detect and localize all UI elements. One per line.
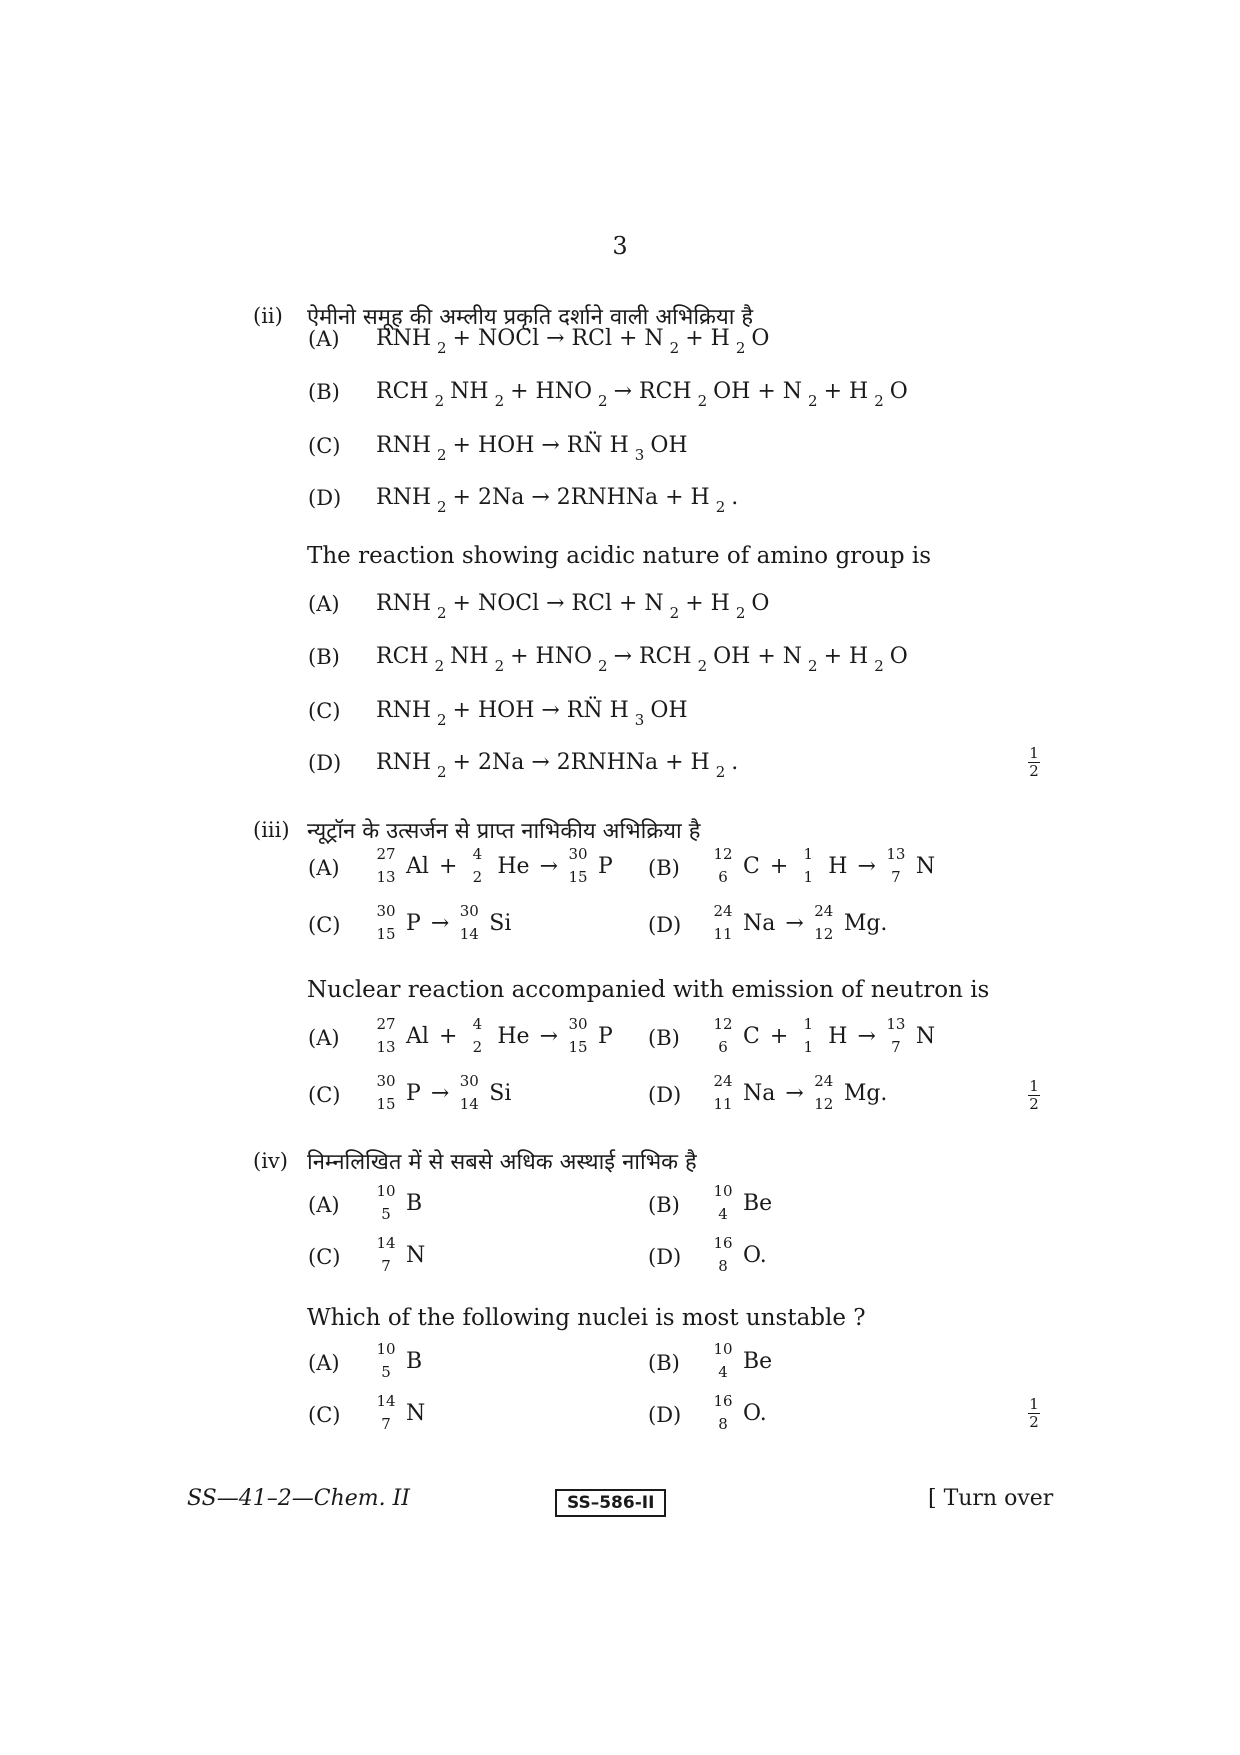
option-a-nucleus: 10 5 B — [376, 1340, 423, 1381]
marks-denominator: 2 — [1029, 762, 1039, 780]
option-b-nucleus: 10 4 Be — [713, 1340, 773, 1381]
marks-half — [1024, 1396, 1044, 1431]
question-iii-hindi: न्यूट्रॉन के उत्सर्जन से प्राप्त नाभिकीय अभिक्रिया है — [307, 819, 701, 844]
option-label: (A) — [308, 1193, 340, 1217]
option-label: (C) — [308, 1245, 341, 1269]
option-label: (B) — [308, 645, 340, 669]
footer-paper-code: SS—41–2—Chem. II — [187, 1486, 410, 1511]
option-label: (D) — [648, 1403, 682, 1427]
marks-numerator: 1 — [1029, 1077, 1039, 1095]
marks-half — [1024, 745, 1044, 780]
option-label: (B) — [648, 856, 680, 880]
question-number-ii: (ii) — [253, 304, 283, 328]
option-b-nuclear-equation: 12 6 C + 1 1 H → 13 7 N — [713, 1015, 936, 1056]
option-a-nuclear-equation: 27 13 Al + 4 2 He → 30 15 P — [376, 1015, 613, 1056]
question-ii-hindi: ऐमीनो समूह की अम्लीय प्रकृति दर्शाने वाली अभिक्रिया है — [307, 305, 754, 330]
option-b-equation: RCH $_2$ NH $_2$ + HNO $_2$ → RCH $_2$ OH + N $_2$ + H $_2$ O — [376, 644, 908, 675]
option-label: (D) — [308, 751, 342, 775]
question-number-iv: (iv) — [253, 1149, 288, 1173]
question-iv-english: Which of the following nuclei is most unstable ? — [307, 1305, 866, 1331]
option-label: (A) — [308, 856, 340, 880]
option-d-nuclear-equation: 24 11 Na → 24 12 Mg. — [713, 902, 888, 943]
footer-booklet-code: SS–586-II — [555, 1489, 666, 1517]
marks-numerator: 1 — [1029, 744, 1039, 762]
option-label: (C) — [308, 1083, 341, 1107]
option-label: (C) — [308, 913, 341, 937]
page-number: 3 — [612, 232, 628, 260]
marks-half — [1024, 1078, 1044, 1113]
option-c-equation: RNH $_2$ + HOH → RN̈ H $_3$ OH — [376, 433, 688, 464]
option-label: (D) — [648, 1245, 682, 1269]
option-c-equation: RNH $_2$ + HOH → RN̈ H $_3$ OH — [376, 698, 688, 729]
question-number-iii: (iii) — [253, 818, 290, 842]
option-label: (B) — [648, 1351, 680, 1375]
option-label: (C) — [308, 434, 341, 458]
option-d-nuclear-equation: 24 11 Na → 24 12 Mg. — [713, 1072, 888, 1113]
option-a-nucleus: 10 5 B — [376, 1182, 423, 1223]
option-c-nucleus: 14 7 N — [376, 1392, 426, 1433]
option-d-nucleus: 16 8 O. — [713, 1234, 767, 1275]
option-a-nuclear-equation: 27 13 Al + 4 2 He → 30 15 P — [376, 845, 613, 886]
option-d-equation: RNH $_2$ + 2Na → 2RNHNa + H $_2$ . — [376, 750, 739, 781]
question-ii-english: The reaction showing acidic nature of amino group is — [307, 543, 932, 569]
option-a-equation: RNH $_2$ + NOCl → RCl + N $_2$ + H $_2$ O — [376, 326, 770, 357]
option-label: (B) — [648, 1026, 680, 1050]
footer-turn-over: [ Turn over — [928, 1486, 1054, 1511]
option-label: (C) — [308, 699, 341, 723]
option-label: (A) — [308, 327, 340, 351]
option-label: (B) — [648, 1193, 680, 1217]
marks-numerator: 1 — [1029, 1395, 1039, 1413]
option-c-nucleus: 14 7 N — [376, 1234, 426, 1275]
option-b-equation: RCH $_2$ NH $_2$ + HNO $_2$ → RCH $_2$ OH + N $_2$ + H $_2$ O — [376, 379, 908, 410]
question-iii-english: Nuclear reaction accompanied with emission of neutron is — [307, 977, 990, 1003]
option-label: (D) — [308, 486, 342, 510]
option-c-nuclear-equation: 30 15 P → 30 14 Si — [376, 1072, 512, 1113]
option-a-equation: RNH $_2$ + NOCl → RCl + N $_2$ + H $_2$ O — [376, 591, 770, 622]
option-label: (C) — [308, 1403, 341, 1427]
option-label: (A) — [308, 592, 340, 616]
option-b-nuclear-equation: 12 6 C + 1 1 H → 13 7 N — [713, 845, 936, 886]
question-iv-hindi: निम्नलिखित में से सबसे अधिक अस्थाई नाभिक है — [307, 1150, 697, 1175]
marks-denominator: 2 — [1029, 1095, 1039, 1113]
option-label: (D) — [648, 1083, 682, 1107]
option-b-nucleus: 10 4 Be — [713, 1182, 773, 1223]
option-label: (B) — [308, 380, 340, 404]
option-d-equation: RNH $_2$ + 2Na → 2RNHNa + H $_2$ . — [376, 485, 739, 516]
option-label: (A) — [308, 1351, 340, 1375]
option-label: (A) — [308, 1026, 340, 1050]
marks-denominator: 2 — [1029, 1413, 1039, 1431]
option-d-nucleus: 16 8 O. — [713, 1392, 767, 1433]
option-label: (D) — [648, 913, 682, 937]
option-c-nuclear-equation: 30 15 P → 30 14 Si — [376, 902, 512, 943]
